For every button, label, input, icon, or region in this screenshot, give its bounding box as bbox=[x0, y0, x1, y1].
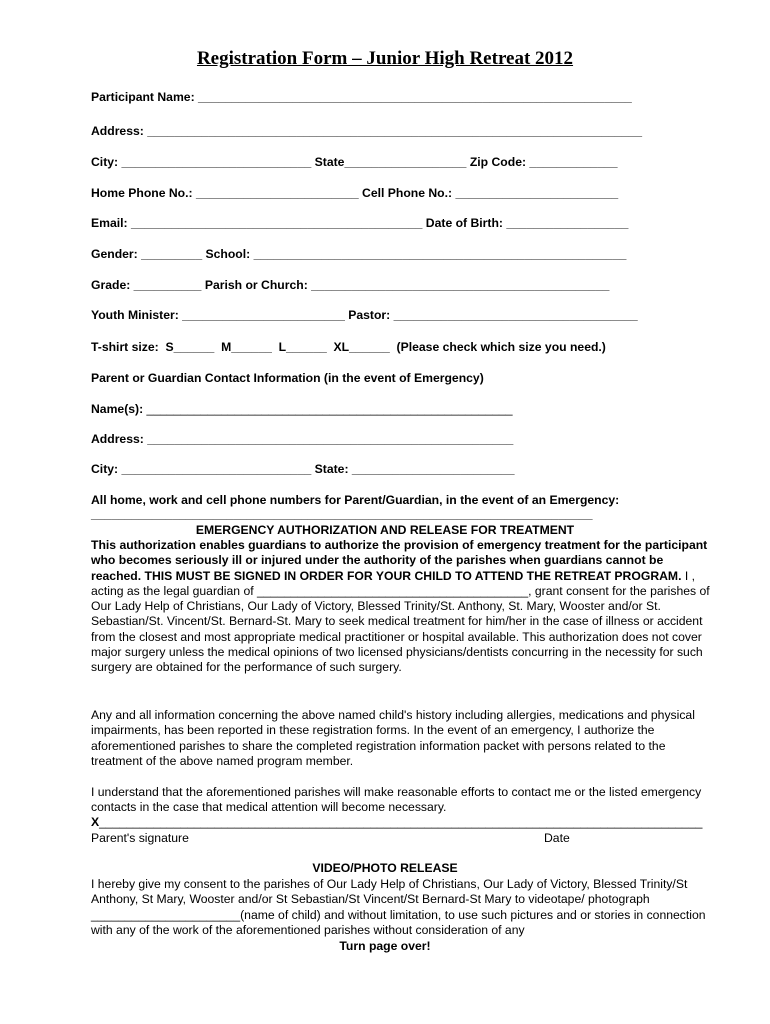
grade-parish-fields[interactable]: Grade: __________ Parish or Church: ____________________________________________ bbox=[91, 278, 610, 292]
form-title: Registration Form – Junior High Retreat 2012 bbox=[196, 48, 574, 69]
parent-names-label: Name(s): bbox=[91, 402, 147, 416]
parent-city-state-field[interactable]: City: ____________________________ State: ________________________ bbox=[91, 462, 515, 476]
city-state-zip-field[interactable]: City: ____________________________ State__________________ Zip Code: _____________ bbox=[91, 155, 618, 169]
parent-names-field[interactable] bbox=[91, 402, 513, 416]
emergency-consent-text: I , acting as the legal guardian of ________________________________________, grant consent for the parishes of Our Lady Help of Christians, Our Lady of Victory, Blessed Trinity/St. Anthony, St. Mary, Wooster and/or St. Sebastian/St. Vincent/St. Bernard-St. Mary to seek medical treatment for him/her in the case of illness or accident from the closest and most appropriate medical practitioner or hospital available. This authorization does not cover major surgery unless the medical opinions of two licensed physicians/dentists concurring in the necessity for such surgery are obtained for the performance of such surgery. bbox=[91, 568, 710, 675]
tshirt-size-field[interactable]: T-shirt size: S______ M______ L______ XL______ (Please check which size you need.) bbox=[91, 340, 606, 354]
video-photo-heading: VIDEO/PHOTO RELEASE bbox=[312, 861, 458, 875]
signature-line-row[interactable] bbox=[91, 815, 711, 829]
parent-address-field[interactable]: Address: ______________________________________________________ bbox=[91, 432, 514, 446]
signature-underline[interactable]: _________________________________________________________________________________________ bbox=[99, 815, 703, 829]
participant-name-field[interactable]: Participant Name: ________________________________________________________________ bbox=[91, 90, 632, 104]
turn-page-note: Turn page over! bbox=[339, 939, 431, 953]
emergency-heading: EMERGENCY AUTHORIZATION AND RELEASE FOR TREATMENT bbox=[195, 523, 575, 537]
emergency-phones-label: All home, work and cell phone numbers for Parent/Guardian, in the event of an Emergency: bbox=[91, 493, 620, 507]
parent-signature-label: Parent's signature bbox=[91, 831, 189, 845]
video-photo-paragraph: I hereby give my consent to the parishes of Our Lady Help of Christians, Our Lady of Victory, Blessed Trinity/St Anthony, St Mary, Wooster and/or St Sebastian/St Vincent/St Bernard-St Mary to videotape/ photograph ______________________(name of child) and without limitation, to use such pictures and or stories in connection with any of the work of the aforementioned parishes without consideration of any bbox=[91, 877, 706, 937]
date-label: Date bbox=[544, 831, 570, 845]
address-field[interactable]: Address: _________________________________________________________________________ bbox=[91, 124, 643, 138]
parent-contact-heading: Parent or Guardian Contact Information (in the event of Emergency) bbox=[91, 371, 484, 385]
emergency-authorization-paragraph bbox=[91, 538, 711, 676]
parent-names-underline[interactable]: ______________________________________________________ bbox=[146, 402, 513, 416]
info-paragraph: Any and all information concerning the above named child's history including allergies, medications and physical impairments, has been reported in these registration forms. In the event of an emergency, I authorize the aforementioned parishes to share the completed registration information packet with persons related to the treatment of the above named program member. bbox=[91, 708, 695, 768]
gender-school-fields[interactable]: Gender: _________ School: _______________________________________________________ bbox=[91, 247, 627, 261]
signature-x: X bbox=[91, 815, 100, 829]
contact-paragraph: I understand that the aforementioned parishes will make reasonable efforts to contact me or the listed emergency contacts in the case that medical attention will become necessary. bbox=[91, 785, 702, 815]
phone-fields[interactable]: Home Phone No.: ________________________ Cell Phone No.: ________________________ bbox=[91, 186, 619, 200]
email-dob-fields[interactable]: Email: ___________________________________________ Date of Birth: __________________ bbox=[91, 216, 629, 230]
signature-labels bbox=[91, 831, 711, 845]
youth-minister-pastor-fields[interactable]: Youth Minister: ________________________ Pastor: ____________________________________ bbox=[91, 308, 638, 322]
emergency-phones-line[interactable]: __________________________________________________________________________ bbox=[91, 507, 593, 521]
emergency-bold-intro: This authorization enables guardians to authorize the provision of emergency treatment for the participant who becomes seriously ill or injured under the authority of the parishes when guardians cannot be reached. THIS MUST BE SIGNED IN ORDER FOR YOUR CHILD TO ATTEND THE RETREAT PROGRAM. bbox=[91, 538, 708, 583]
